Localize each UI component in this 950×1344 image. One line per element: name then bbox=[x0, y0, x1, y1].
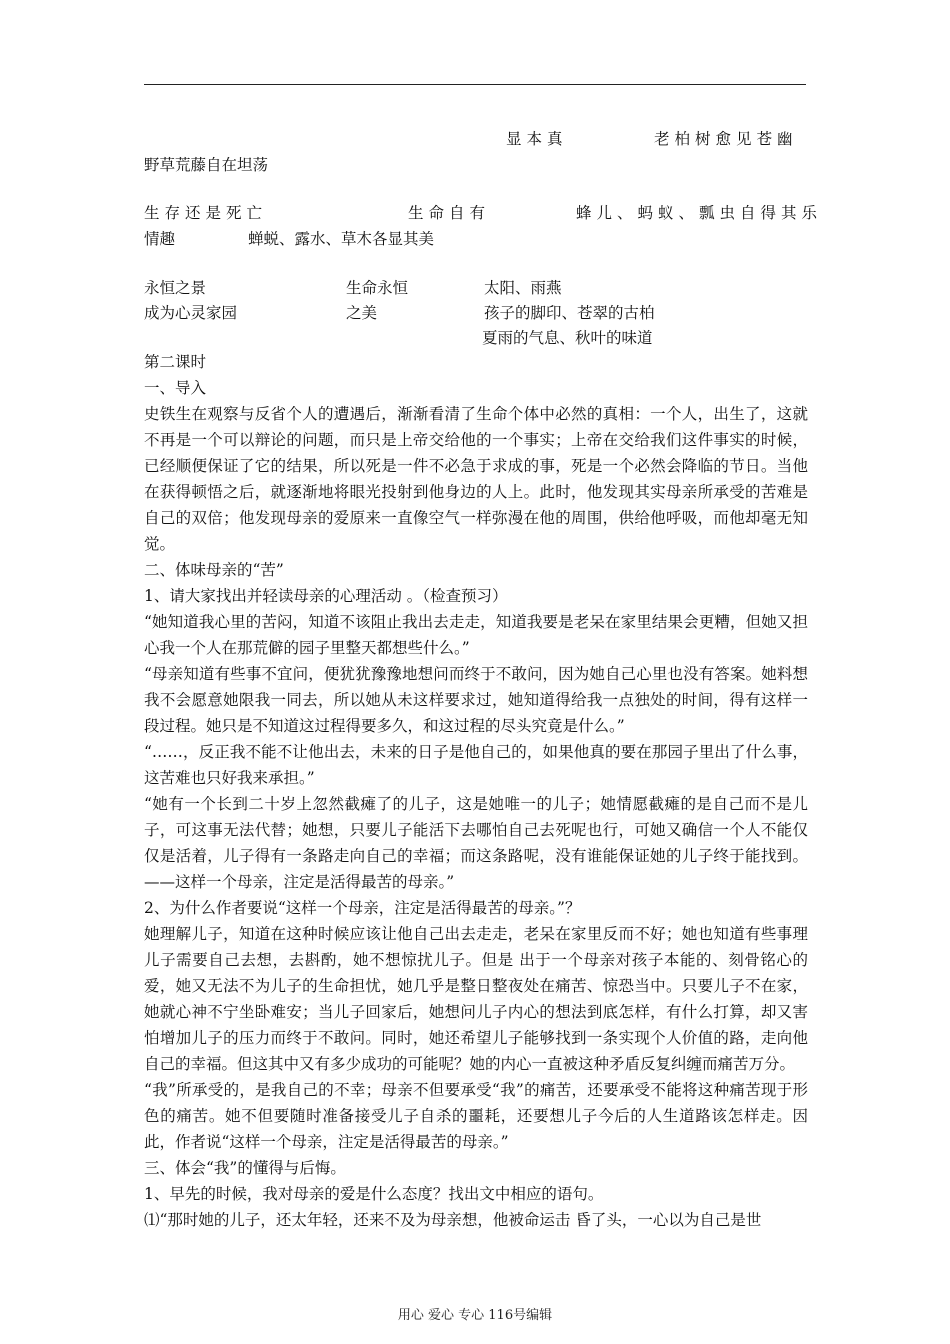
outline-r2-c2: 生命永恒 bbox=[346, 279, 409, 297]
paragraph-intro: 史铁生在观察与反省个人的遭遇后，渐渐看清了生命个体中必然的真相：一个人，出生了，这就不再是一个可以辩论的问题，而只是上帝交给他的一个事实；上帝在交给我们这件事实的时候，已经顺便保证了它的结果，所以死是一件不必急于求成的事，死是一个必然会降临的节日。当他在获得顿悟之后，就逐渐地将眼光投射到他身边的人上。此时，他发现其实母亲所承受的苦难是自己的双倍；他发现母亲的爱原来一直像空气一样弥漫在他的周围，供给他呼吸，而他却毫无知觉。 bbox=[144, 405, 808, 553]
quote-2: “母亲知道有些事不宜问，便犹犹豫豫地想问而终于不敢问，因为她自己心里也没有答案。她料想我不会愿意她限我一同去，所以她从未这样要求过，她知道得给我一点独处的时间，得有这样一段过程。她只是不知道这过程得要多久，和这过程的尽头究竟是什么。” bbox=[144, 665, 808, 735]
page-footer: 用心 爱心 专心 116号编辑 bbox=[397, 1308, 553, 1323]
section-heading-intro: 一、导入 bbox=[144, 379, 207, 397]
outline-r1-c1: 生存还是死亡 bbox=[144, 204, 268, 222]
outline-r1b-c3: 蝉蜕、露水、草木各显其美 bbox=[248, 230, 435, 248]
body-text bbox=[144, 349, 808, 1233]
header-rule bbox=[144, 84, 806, 85]
lesson-heading: 第二课时 bbox=[144, 353, 207, 371]
outline-r1-c3: 蜂儿、蚂蚁、瓢虫自得其乐 bbox=[576, 204, 823, 222]
outline-r2b-c3: 孩子的脚印、苍翠的古柏 bbox=[484, 304, 655, 322]
question-1: 1、请大家找出并轻读母亲的心理活动 。（检查预习） bbox=[144, 587, 508, 605]
section-heading-mother: 二、体味母亲的“苦” bbox=[144, 561, 284, 579]
question-2: 2、为什么作者要说“这样一个母亲，注定是活得最苦的母亲。”？ bbox=[144, 899, 581, 917]
outline-r2c-c3: 夏雨的气息、秋叶的味道 bbox=[482, 329, 653, 347]
outline-r2-c3: 太阳、雨燕 bbox=[484, 279, 562, 297]
outline-r2b-c2: 之美 bbox=[346, 304, 378, 322]
outline-r1b-c1: 情趣 bbox=[144, 230, 176, 248]
outline-r0-c3: 老柏树愈见苍幽 bbox=[654, 130, 798, 148]
outline-r1-c2: 生命自有 bbox=[408, 204, 491, 222]
outline-r0-c2: 显本真 bbox=[506, 130, 568, 148]
question-3: 1、早先的时候，我对母亲的爱是什么态度？找出文中相应的语句。 bbox=[144, 1185, 604, 1203]
outline-r2b-c1: 成为心灵家园 bbox=[144, 304, 238, 322]
outline-r0b-c1: 野草荒藤自在坦荡 bbox=[144, 156, 269, 174]
quote-4: “她有一个长到二十岁上忽然截瘫了的儿子，这是她唯一的儿子；她情愿截瘫的是自己而不是儿子，可这事无法代替；她想，只要儿子能活下去哪怕自己去死呢也行，可她又确信一个人不能仅仅是活着，儿子得有一条路走向自己的幸福；而这条路呢，没有谁能保证她的儿子终于能找到。——这样一个母亲，注定是活得最苦的母亲。” bbox=[144, 795, 808, 891]
outline-r2-c1: 永恒之景 bbox=[144, 279, 207, 297]
section-heading-regret: 三、体会“我”的懂得与后悔。 bbox=[144, 1159, 346, 1177]
answer-2: 她理解儿子，知道在这种时候应该让他自己出去走走，老呆在家里反而不好；她也知道有些事理 儿子需要自己去想，去斟酌，她不想惊扰儿子。但是 出于一个母亲对孩子本能的、刻骨铭心的爱，她又无法不为儿子的生命担忧，她几乎是整日整夜处在痛苦、惊恐当中。只要儿子不在家，她就心神不宁坐卧难安；当儿子回家后，她想问儿子内心的想法到底怎样，有什么打算，却又害怕增加儿子的压力而终于不敢问。同时，她还希望儿子能够找到一条实现个人价值的路，走向他自己的幸福。但这其中又有多少成功的可能呢？她的内心一直被这种矛盾反复纠缠而痛苦万分。 bbox=[144, 925, 808, 1073]
quote-1: “她知道我心里的苦闷，知道不该阻止我出去走走，知道我要是老呆在家里结果会更糟，但她又担心我一个人在那荒僻的园子里整天都想些什么。” bbox=[144, 613, 808, 657]
quote-5: ⑴“那时她的儿子，还太年轻，还来不及为母亲想，他被命运击 昏了头，一心以为自己是世 bbox=[144, 1211, 762, 1229]
quote-3: “……，反正我不能不让他出去，未来的日子是他自己的，如果他真的要在那园子里出了什么事，这苦难也只好我来承担。” bbox=[144, 743, 808, 787]
paragraph-suffering: “我”所承受的，是我自己的不幸；母亲不但要承受“我”的痛苦，还要承受不能将这种痛苦现于形色的痛苦。她不但要随时准备接受儿子自杀的噩耗，还要想儿子今后的人生道路该怎样走。因此，作者说“这样一个母亲，注定是活得最苦的母亲。” bbox=[144, 1081, 808, 1151]
